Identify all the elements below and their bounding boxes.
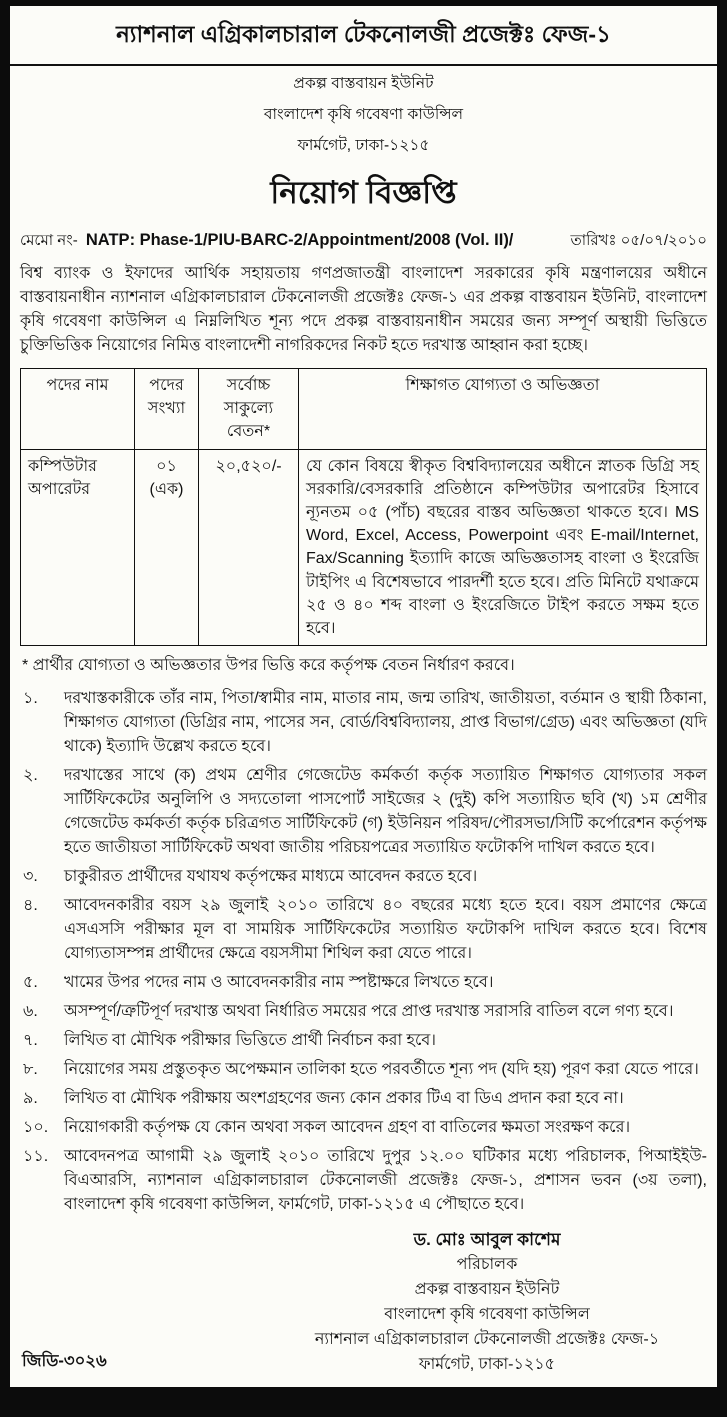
list-item-number: ৯. xyxy=(23,1090,38,1108)
page-title: ন্যাশনাল এগ্রিকালচারাল টেকনোলজী প্রজেক্টঃ ফেজ-১ xyxy=(116,21,611,47)
col-header-post-count: পদের সংখ্যা xyxy=(135,369,199,450)
memo-row xyxy=(20,229,707,254)
signatory-name: ড. মোঃ আবুল কাশেম xyxy=(413,1230,561,1250)
list-item-text: দরখাস্তকারীকে তাঁর নাম, পিতা/স্বামীর নাম, মাতার নাম, জন্ম তারিখ, জাতীয়তা, বর্তমান ও স্থায়ী ঠিকানা, শিক্ষাগত যোগ্যতা (ডিগ্রির নাম, পাসের সন, বোর্ড/বিশ্ববিদ্যালয়, প্রাপ্ত বিভাগ/গ্রেড) এবং অভিজ্ঞতা (যদি থাকে) ইত্যাদি উল্লেখ করতে হবে। xyxy=(64,690,707,756)
list-item-number: ৪. xyxy=(23,897,38,915)
list-item xyxy=(20,1029,707,1053)
header-address: ফার্মগেট, ঢাকা-১২১৫ xyxy=(297,137,430,154)
list-item-number: ৭. xyxy=(23,1032,38,1050)
list-item-number: ৫. xyxy=(23,974,38,992)
list-item-text: লিখিত বা মৌখিক পরীক্ষায় অংশগ্রহণের জন্য কোন প্রকার টিএ বা ডিএ প্রদান করা হবে না। xyxy=(64,1090,624,1108)
memo-date: তারিখঃ ০৫/০৭/২০১০ xyxy=(570,232,707,249)
col-header-qualification: শিক্ষাগত যোগ্যতা ও অভিজ্ঞতা xyxy=(299,369,707,450)
list-item-number: ৮. xyxy=(23,1061,38,1079)
table-header-row xyxy=(21,369,707,450)
signature-block xyxy=(287,1227,687,1377)
title-divider xyxy=(10,64,717,66)
signature-section xyxy=(20,1227,707,1377)
document-page xyxy=(10,6,717,1387)
list-item-text: অসম্পূর্ণ/ত্রুটিপূর্ণ দরখাস্ত অথবা নির্ধারিত সময়ের পরে প্রাপ্ত দরখাস্ত সরাসরি বাতিল বলে গণ্য হবে। xyxy=(64,1003,674,1021)
list-item xyxy=(20,1145,707,1217)
list-item-text: নিয়োগের সময় প্রস্তুতকৃত অপেক্ষমান তালিকা হতে পরবর্তীতে শূন্য পদ (যদি হয়) পূরণ করা যেতে পারে। xyxy=(64,1061,699,1079)
signatory-designation: পরিচালক xyxy=(456,1256,518,1274)
list-item xyxy=(20,865,707,889)
memo-number: NATP: Phase-1/PIU-BARC-2/Appointment/2008 (Vol. II)/ xyxy=(85,231,514,249)
signatory-org-project: ন্যাশনাল এগ্রিকালচারাল টেকনোলজী প্রজেক্টঃ ফেজ-১ xyxy=(314,1330,660,1348)
list-item-text: দরখাস্তের সাথে (ক) প্রথম শ্রেণীর গেজেটেড কর্মকর্তা কর্তৃক সত্যায়িত শিক্ষাগত যোগ্যতার সকল সার্টিফিকেটের অনুলিপি ও সদ্যতোলা পাসপোর্ট সাইজের ২ (দুই) কপি সত্যায়িত ছবি (খ) ১ম শ্রেণীর গেজেটেড কর্মকর্তা কর্তৃক চরিত্রগত সার্টিফিকেট (গ) ইউনিয়ন পরিষদ/পৌরসভা/সিটি কর্পোরেশন কর্তৃপক্ষ হতে জাতীয়তা সার্টিফিকেট অথবা জাতীয় পরিচয়পত্রের সত্যায়িত ফটোকপি দাখিল করতে হবে। xyxy=(64,767,707,857)
list-item-number: ১০. xyxy=(23,1119,49,1137)
memo-left xyxy=(20,229,513,254)
list-item-text: চাকুরীরত প্রার্থীদের যথাযথ কর্তৃপক্ষের মাধ্যমে আবেদন করতে হবে। xyxy=(64,868,478,886)
list-item-text: লিখিত বা মৌখিক পরীক্ষার ভিত্তিতে প্রার্থী নির্বাচন করা হবে। xyxy=(64,1032,437,1050)
cell-salary: ২০,৫২০/- xyxy=(199,449,299,646)
list-item xyxy=(20,764,707,860)
signatory-org-unit: প্রকল্প বাস্তবায়ন ইউনিট xyxy=(414,1281,560,1299)
list-item xyxy=(20,1000,707,1024)
list-item xyxy=(20,1058,707,1082)
list-item xyxy=(20,894,707,966)
list-item-text: নিয়োগকারী কর্তৃপক্ষ যে কোন অথবা সকল আবেদন গ্রহণ বা বাতিলের ক্ষমতা সংরক্ষণ করে। xyxy=(64,1119,631,1137)
list-item-number: ১১. xyxy=(23,1148,49,1166)
list-item-number: ২. xyxy=(23,767,38,785)
post-table xyxy=(20,368,707,646)
gd-number: জিডি-৩০২৬ xyxy=(22,1352,107,1371)
cell-post-count: ০১ (এক) xyxy=(135,449,199,646)
salary-footnote: * প্রার্থীর যোগ্যতা ও অভিজ্ঞতার উপর ভিত্তি করে কর্তৃপক্ষ বেতন নির্ধারণ করবে। xyxy=(22,657,515,675)
memo-label: মেমো নং- xyxy=(20,232,78,249)
list-item-number: ৬. xyxy=(23,1003,38,1021)
signatory-org-address: ফার্মগেট, ঢাকা-১২১৫ xyxy=(418,1355,556,1373)
header-council: বাংলাদেশ কৃষি গবেষণা কাউন্সিল xyxy=(263,106,464,123)
list-item xyxy=(20,971,707,995)
notice-title: নিয়োগ বিজ্ঞপ্তি xyxy=(270,175,457,210)
signatory-org-council: বাংলাদেশ কৃষি গবেষণা কাউন্সিল xyxy=(384,1306,590,1323)
col-header-salary: সর্বোচ্চ সাকুল্যে বেতন* xyxy=(199,369,299,450)
conditions-list xyxy=(20,687,707,1217)
list-item-text: আবেদনপত্র আগামী ২৯ জুলাই ২০১০ তারিখে দুপুর ১২.০০ ঘটিকার মধ্যে পরিচালক, পিআইইউ-বিএআরসি, ন্যাশনাল এগ্রিকালচারাল টেকনোলজী প্রজেক্টঃ ফেজ-১, প্রশাসন ভবন (৩য় তলা), বাংলাদেশ কৃষি গবেষণা কাউন্সিল, ফার্মগেট, ঢাকা-১২১৫ এ পৌছাতে হবে। xyxy=(64,1148,707,1214)
list-item xyxy=(20,1087,707,1111)
list-item xyxy=(20,687,707,759)
list-item xyxy=(20,1116,707,1140)
list-item-number: ১. xyxy=(23,690,38,708)
list-item-text: খামের উপর পদের নাম ও আবেদনকারীর নাম স্পষ্টাক্ষরে লিখতে হবে। xyxy=(64,974,494,992)
header-unit: প্রকল্প বাস্তবায়ন ইউনিট xyxy=(293,75,434,92)
col-header-post-name: পদের নাম xyxy=(21,369,135,450)
list-item-text: আবেদনকারীর বয়স ২৯ জুলাই ২০১০ তারিখে ৪০ বছরের মধ্যে হতে হবে। বয়স প্রমাণের ক্ষেত্রে এসএসসি পরীক্ষার মূল বা সাময়িক সার্টিফিকেটের সত্যায়িত ফটোকপি দাখিল করতে হবে। বিশেষ যোগ্যতাসম্পন্ন প্রার্থীদের ক্ষেত্রে বয়সসীমা শিথিল করা যেতে পারে। xyxy=(64,897,707,963)
cell-qualification: যে কোন বিষয়ে স্বীকৃত বিশ্ববিদ্যালয়ের অধীনে স্নাতক ডিগ্রি সহ সরকারি/বেসরকারি প্রতিষ্ঠানে কম্পিউটার অপারেটর হিসাবে ন্যূনতম ০৫ (পাঁচ) বছরের বাস্তব অভিজ্ঞতা থাকতে হবে। MS Word, Excel, Access, Powerpoint এবং E-mail/Internet, Fax/Scanning ইত্যাদি কাজে অভিজ্ঞতাসহ বাংলা ও ইংরেজি টাইপিং এ বিশেষভাবে পারদর্শী হতে হবে। প্রতি মিনিটে যথাক্রমে ২৫ ও ৪০ শব্দ বাংলা ও ইংরেজিতে টাইপ করতে সক্ষম হতে হবে। xyxy=(299,449,707,646)
list-item-number: ৩. xyxy=(23,868,38,886)
cell-post-name: কম্পিউটার অপারেটর xyxy=(21,449,135,646)
intro-paragraph: বিশ্ব ব্যাংক ও ইফাদের আর্থিক সহায়তায় গণপ্রজাতন্ত্রী বাংলাদেশ সরকারের কৃষি মন্ত্রণালয়ের অধীনে বাস্তবায়নাধীন ন্যাশনাল এগ্রিকালচারাল টেকনোলজী প্রজেক্টঃ ফেজ-১ এর প্রকল্প বাস্তবায়ন ইউনিট, বাংলাদেশ কৃষি গবেষণা কাউন্সিল এ নিম্নলিখিত শূন্য পদে প্রকল্প বাস্তবায়নাধীন সময়ের জন্য সম্পূর্ণ অস্থায়ী ভিত্তিতে চুক্তিভিত্তিক নিয়োগের নিমিত্ত বাংলাদেশী নাগরিকদের নিকট হতে দরখাস্ত আহ্বান করা হচ্ছে। xyxy=(20,265,707,354)
table-row xyxy=(21,449,707,646)
